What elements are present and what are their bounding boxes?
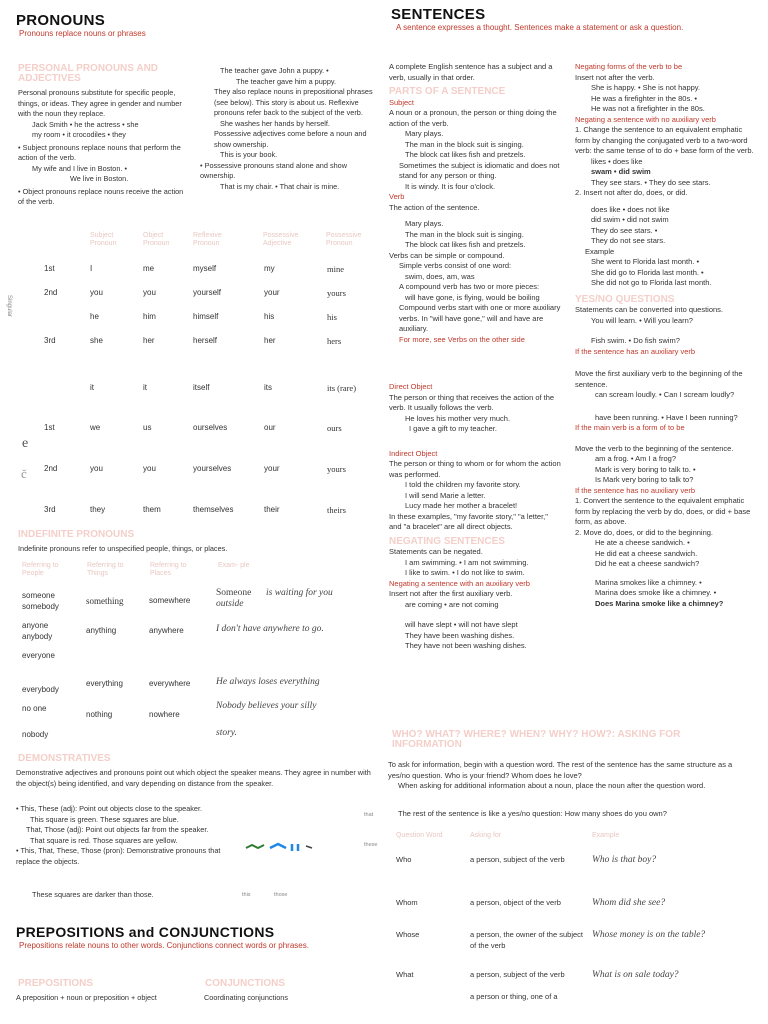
wh-example: Whose money is on the table? [592,930,706,940]
singular-side-label: Singular [6,295,12,318]
neg-be-heading: Negating forms of the verb to be [575,62,683,71]
neg-noaux-step-2: 2. Insert not after do, does, or did. [575,188,688,197]
table-cell: their [264,505,280,514]
object-example-1: The teacher gave John a puppy. • [220,66,329,75]
table-row-person: 2nd [44,288,58,297]
wh-asking-for: a person, subject of the verb [470,855,565,864]
table-cell: her [143,336,155,345]
indirect-object-note: In these examples, "my favorite story," "a letter," and "a bracelet" are all direct objects. [389,511,548,531]
example-sentence: She did go to Florida last month. • [591,267,704,277]
tilde-mark [306,846,312,848]
yn-noaux-step-1: 1. Convert the sentence to the equivalent emphatic form by replacing the verb by do, does, or did + base form, as above. [575,496,751,526]
verb-compound: A compound verb has two or more pieces: [399,282,540,291]
table-cell: me [143,264,155,273]
yn-noaux-step-2: 2. Move do, does, or did to the beginning. [575,527,714,537]
demonstratives-intro: Demonstrative adjectives and pronouns point out which object the speaker means. They agree in number with the object(s) being identified, and vary depending on distance from the speaker. [16,768,371,788]
yn-noaux-example: Did he eat a cheese sandwich? [595,559,700,568]
table-cell: she [90,336,103,345]
direct-object-heading: Direct Object [389,382,433,391]
table-cell: you [90,464,103,473]
table-cell: his [264,312,275,321]
indef-someone: someone [22,591,55,600]
table-cell: itself [193,383,210,392]
sentences-title: SENTENCES [391,6,486,23]
object-section [389,382,561,652]
table-cell: they [90,505,106,514]
indef-nobody: nobody [22,730,49,739]
negating-aux-text: Insert not after the first auxiliary verb. [389,589,513,598]
direct-object-example: He loves his mother very much. [405,413,511,423]
possessive-adjectives-text: Possessive adjectives come before a noun and show ownership. [214,129,367,149]
neg-noaux-example: likes • does like [591,156,643,166]
yn-aux-text: Move the first auxiliary verb to the beginning of the sentence. [575,369,743,389]
wh-heading: WHO? WHAT? WHERE? WHEN? WHY? HOW?: ASKING FOR INFORMATION [392,729,681,750]
verb-example: The man in the block suit is singing. [405,229,524,239]
pronouns-subtitle: Pronouns replace nouns or phrases [19,29,146,38]
wh-question-word: Who [396,855,412,864]
possessive-pronoun-example: That is my chair. • That chair is mine. [220,181,340,191]
parts-heading: PARTS OF A SENTENCE [389,86,506,97]
indirect-object-heading: Indirect Object [389,448,438,458]
subject-definition: A noun or a pronoun, the person or thing doing the action of the verb. [389,108,557,128]
wh-question-word: Whose [396,930,420,939]
verb-auxiliary: Compound verbs start with one or more auxiliary verbs. In "will have gone," will and have are auxiliary. [399,303,561,333]
table-cell: your [264,288,280,297]
green-square-mark [246,845,264,848]
table-cell: them [143,505,161,514]
demo-pronoun-example: These squares are darker than those. [32,890,154,899]
yn-aux-example: can scream loudly. • Can I scream loudly? [595,390,735,399]
prepositions-heading: PREPOSITIONS [18,978,94,989]
coordinating-conjunctions: Coordinating conjunctions [204,993,288,1002]
table-cell: it [90,383,94,392]
demo-that-example: That square is red. Those squares are yellow. [30,835,178,845]
negating-example: I like to swim. • I do not like to swim. [405,568,525,577]
sentence-column-b [575,62,755,609]
indefinite-intro: Indefinite pronouns refer to unspecified people, things, or places. [18,544,228,553]
yes-no-text: Statements can be converted into questions. [575,305,724,314]
wh-example: What is on sale today? [592,970,679,980]
direct-object-example: I gave a gift to my teacher. [409,424,497,433]
conjunctions-heading: CONJUNCTIONS [205,978,286,989]
wh-asking-for: a person, the owner of the subject of the verb [470,930,583,950]
object-pronouns-bullet: • Object pronouns replace nouns receive the action of the verb. [18,187,188,208]
neg-be-example: He was a firefighter in the 80s. • [591,93,698,103]
neg-be-text: Insert not after the verb. [575,72,655,82]
subject-example: Mary plays. [405,129,444,138]
neg-noaux-example: They do see stars. • [591,225,658,235]
table-cell: your [264,464,280,473]
table-cell: its (rare) [327,383,357,393]
indef-header-example: Exam- ple [218,562,250,569]
table-cell: yours [327,288,346,298]
indirect-object-example: Lucy made her mother a bracelet! [405,501,518,510]
demo-label-those: those [274,892,288,898]
table-cell: my [264,264,275,273]
table-cell: ourselves [193,423,228,432]
yn-noaux-heading: If the sentence has no auxiliary verb [575,485,696,495]
wh-question-word: What [396,970,414,979]
prepositions-subtitle: Prepositions relate nouns to other words. Conjunctions connect words or phrases. [19,941,309,950]
table-cell: herself [193,336,218,345]
subject-example: The block cat likes fish and pretzels. [405,150,526,159]
blue-squares-mark [270,844,298,851]
indef-everything: everything [86,679,123,688]
prepositions-title: PREPOSITIONS and CONJUNCTIONS [16,924,275,940]
table-row-person: 2nd [44,464,58,473]
indef-somewhere: somewhere [149,596,191,605]
demo-label-this: this [242,892,251,898]
negating-aux-example: They have been washing dishes. [405,630,515,640]
wh-header-example: Example [592,832,620,839]
negating-example: I am swimming. • I am not swimming. [405,557,529,567]
preposition-formula: A preposition + noun or preposition + object [16,993,157,1002]
indef-everybody: everybody [22,685,59,694]
negating-aux-example: will have slept • will not have slept [405,620,518,629]
demo-this-these: • This, These (adj): Point out objects close to the speaker. [16,804,246,815]
table-cell: theirs [327,505,346,515]
demonstratives-heading: DEMONSTRATIVES [18,753,111,764]
indef-everywhere: everywhere [149,679,191,688]
example-sentence: She went to Florida last month. • [591,257,700,266]
personal-example-1: Jack Smith • he the actress • she [32,119,139,129]
wh-example: Who is that boy? [592,855,657,865]
demo-label-these: these [364,842,378,848]
table-cell: his [327,312,337,322]
table-cell: hers [327,336,342,346]
neg-noaux-heading: Negating a sentence with no auxiliary verb [575,114,716,124]
verb-heading: Verb [389,192,405,201]
col-header: Possessive Adjective [263,232,299,247]
yn-aux-example: have been running. • Have I been running? [595,412,738,422]
reflexive-example: She washes her hands by herself. [220,118,330,128]
indef-example-1b: is waiting for you [266,588,333,598]
verb-simple: Simple verbs consist of one word: [399,261,512,270]
wh-text-2: When asking for additional information about a noun, place the noun after the question word. [398,781,706,790]
personal-column-1 [18,88,188,208]
wh-asking-for: a person, subject of the verb [470,970,565,979]
personal-example-2: my room • it crocodiles • they [32,130,126,139]
example-sentence: She did not go to Florida last month. [591,278,712,287]
personal-heading: PERSONAL PRONOUNS AND ADJECTIVES [18,63,159,84]
subject-idiomatic-example: It is windy. It is four o'clock. [405,181,496,191]
subject-idiomatic: Sometimes the subject is idiomatic and does not stand for any person or thing. [399,160,560,180]
wh-question-word: Whom [396,898,418,907]
sentence-column-a [389,62,561,345]
negating-aux-example: They have not been washing dishes. [405,641,527,650]
table-cell: mine [327,264,344,274]
negating-definition: Statements can be negated. [389,547,483,556]
table-row-person: 1st [44,264,55,273]
yes-no-example: Fish swim. • Do fish swim? [591,336,680,345]
col-header: Reflexive Pronoun [193,232,222,247]
col-header: Possessive Pronoun [326,232,362,247]
yn-be-text: Move the verb to the beginning of the sentence. [575,443,734,453]
wh-asking-for: a person, object of the verb [470,898,561,907]
verb-example: The block cat likes fish and pretzels. [405,240,526,249]
object-example-2: The teacher gave him a puppy. [236,76,337,86]
verb-compound-example: will have gone, is flying, would be boiling [405,292,540,302]
table-cell: myself [193,264,217,273]
demonstratives-list [16,804,246,867]
demo-that-those: That, Those (adj): Point out objects far from the speaker. [26,825,209,834]
table-row-person: 3rd [44,505,56,514]
subject-heading: Subject [389,97,415,107]
negating-heading: NEGATING SENTENCES [389,535,505,547]
table-cell: its [264,383,272,392]
indef-header-places: Referring to Places [150,562,187,577]
indefinite-heading: INDEFINITE PRONOUNS [18,529,135,540]
yn-noaux-example: Marina smokes like a chimney. • [595,577,702,587]
verb-simple-example: swim, does, am, was [405,271,475,281]
plural-side-label-a: e [22,436,29,451]
table-cell: he [90,312,99,321]
neg-noaux-step-1: 1. Change the sentence to an equivalent emphatic form by changing the conjugated verb to a two-word verb: the same tense of to do + base form of the verb. [575,125,754,155]
yn-be-example: am a frog. • Am I a frog? [595,454,676,463]
neg-noaux-example: They do not see stars. [591,236,666,245]
yn-noaux-example: Marina does smoke like a chimney. • [595,588,717,597]
table-cell: you [90,288,103,297]
yes-no-example: You will learn. • Will you learn? [591,315,693,325]
personal-column-2 [200,66,376,192]
sentence-intro: A complete English sentence has a subject and a verb, usually in that order. [389,62,553,82]
table-cell: us [143,423,152,432]
wh-header-word: Question Word [396,832,443,839]
table-cell: him [143,312,156,321]
wh-header-asking: Asking for [470,832,502,839]
yes-no-heading: YES/NO QUESTIONS [575,293,675,305]
indef-no-one: no one [22,704,47,713]
possessive-adjective-example: This is your book. [220,150,278,159]
table-cell: yourself [193,288,222,297]
table-row-person: 1st [44,423,55,432]
yn-be-example: Mark is very boring to talk to. • [595,464,696,474]
table-cell: himself [193,312,219,321]
verb-types: Verbs can be simple or compound. [389,250,505,260]
neg-noaux-example: They see stars. • They do see stars. [591,177,711,187]
yn-be-heading: If the main verb is a form of to be [575,423,685,432]
table-row-person: 3rd [44,336,56,345]
indef-nothing: nothing [86,710,113,719]
verb-definition: The action of the sentence. [389,202,480,212]
table-cell: our [264,423,276,432]
pronouns-title: PRONOUNS [16,12,106,29]
indef-header-things: Referring to Things [87,562,124,577]
demo-label-that: that [364,812,374,818]
possessive-pronouns-bullet: • Possessive pronouns stand alone and show ownership. [200,161,376,182]
table-cell: we [90,423,101,432]
table-cell: ours [327,423,342,433]
direct-object-definition: The person or thing that receives the action of the verb. It usually follows the verb. [389,392,555,412]
neg-be-example: He was not a firefighter in the 80s. [591,104,705,113]
indef-something: something [86,596,124,606]
indef-nowhere: nowhere [149,710,180,719]
indef-somebody: somebody [22,602,59,611]
col-header: Object Pronoun [143,232,170,247]
indef-example-5: story. [216,728,237,738]
neg-be-example: She is happy. • She is not happy. [591,83,701,92]
table-cell: it [143,383,147,392]
demo-squares-illustration [240,808,380,903]
table-cell: I [90,264,93,273]
table-cell: her [264,336,276,345]
wh-text-1: To ask for information, begin with a question word. The rest of the sentence has the same structure as a yes/no question. Who is your friend? Whom does he love? [388,760,733,780]
wh-asking-for: a person or thing, one of a [470,992,558,1001]
wh-text-3: The rest of the sentence is like a yes/no question: How many shoes do you own? [398,809,667,818]
table-cell: yourselves [193,464,232,473]
yn-noaux-example: He ate a cheese sandwich. • [595,538,690,547]
sentences-subtitle: A sentence expresses a thought. Sentences make a statement or ask a question. [396,23,684,32]
subject-example-1: My wife and I live in Boston. • [32,163,128,173]
yn-be-example: Is Mark very boring to talk to? [595,475,694,484]
col-header: Subject Pronoun [90,232,117,247]
table-cell: yours [327,464,346,474]
negating-aux-heading: Negating a sentence with an auxiliary verb [389,578,530,588]
wh-example: Whom did she see? [592,898,666,908]
indef-example-1a: Someone [216,588,252,598]
indef-anything: anything [86,626,117,635]
indef-anyone: anyone [22,621,49,630]
indef-example-2: I don't have anywhere to go. [216,624,324,634]
neg-noaux-example: swam • did swim [591,167,651,176]
negating-aux-example: are coming • are not coming [405,599,499,609]
subject-pronouns-bullet: • Subject pronouns replace nouns that perform the action of the verb. [18,143,188,164]
verb-more-link[interactable]: For more, see Verbs on the other side [399,334,525,344]
indef-everyone: everyone [22,651,55,660]
subject-example-2: We live in Boston. [70,174,129,183]
yn-noaux-example: He did eat a cheese sandwich. [595,548,698,558]
plural-side-label-b: č [21,466,27,481]
demo-this-example: This square is green. These squares are blue. [30,814,179,824]
indirect-object-example: I will send Marie a letter. [405,490,486,500]
indirect-object-definition: The person or thing to whom or for whom the action was performed. [389,459,561,479]
yn-noaux-example: Does Marina smoke like a chimney? [595,598,724,608]
indef-example-1c: outside [216,599,244,609]
indirect-object-example: I told the children my favorite story. [405,480,521,489]
indef-example-4: Nobody believes your silly [216,701,317,711]
demo-pronouns: • This, That, These, Those (pron): Demonstrative pronouns that replace the objects. [16,846,246,867]
indef-anybody: anybody [22,632,53,641]
reflexive-text: They also replace nouns in prepositional phrases (see below). This story is about us. Reflexive pronouns refer back to the subject of the verb. [214,87,373,117]
table-cell: themselves [193,505,234,514]
yn-aux-heading: If the sentence has an auxiliary verb [575,346,696,356]
indef-anywhere: anywhere [149,626,184,635]
indef-header-people: Referring to People [22,562,59,577]
personal-intro: Personal pronouns substitute for specific people, things, or ideas. They agree in gender and number with the noun they replace. [18,88,182,118]
indef-example-3: He always loses everything [216,677,320,687]
neg-noaux-example: did swim • did not swim [591,215,669,224]
example-label: Example [585,246,615,256]
table-cell: you [143,464,156,473]
verb-example: Mary plays. [405,219,444,228]
neg-noaux-example: does like • does not like [591,204,670,214]
subject-example: The man in the block suit is singing. [405,139,524,149]
table-cell: you [143,288,156,297]
